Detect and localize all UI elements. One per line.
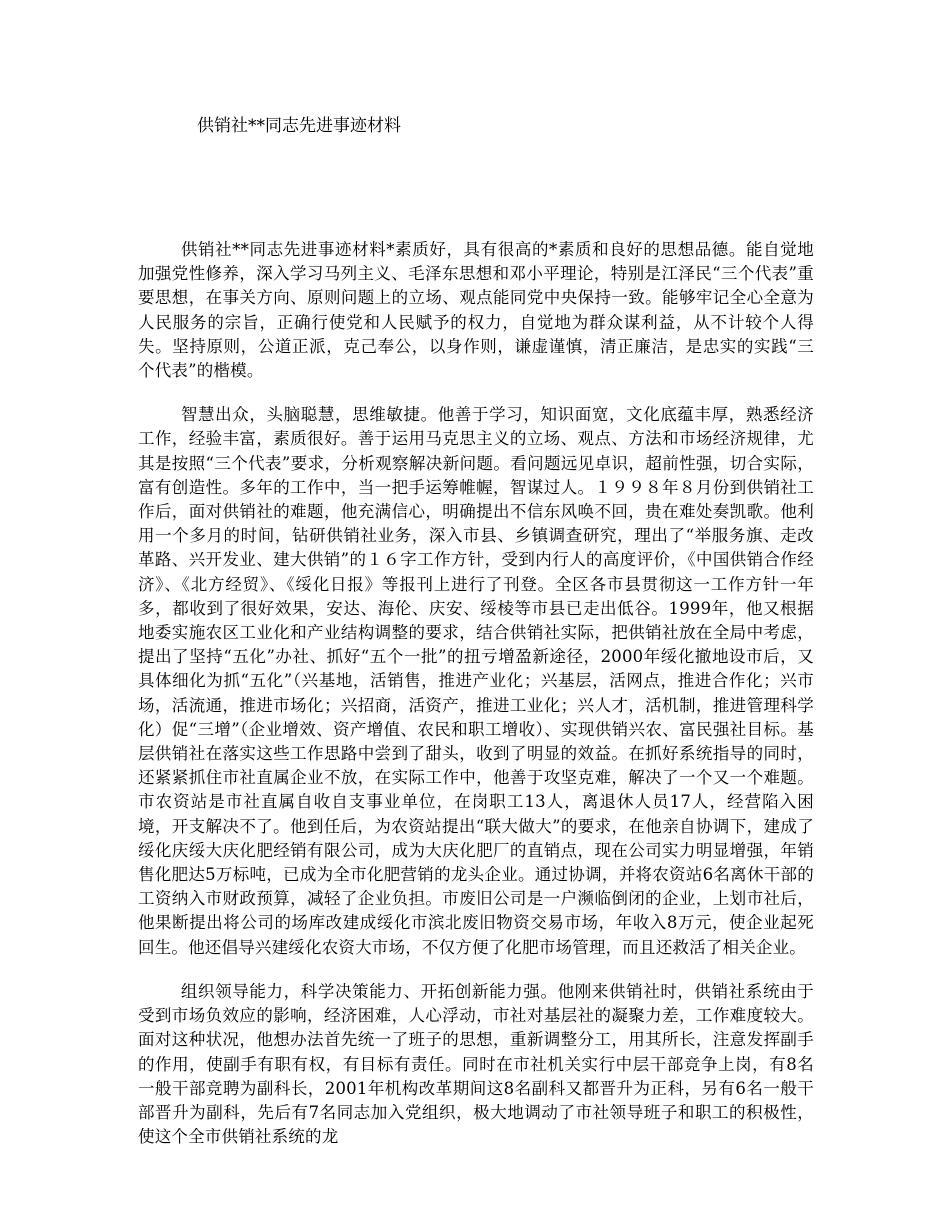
paragraph-1: 供销社**同志先进事迹材料*素质好，具有很高的*素质和良好的思想品德。能自觉地加强党性修养，深入学习马列主义、毛泽东思想和邓小平理论，特别是江泽民“三个代表”重要思想，在事关方向、原则问题上的立场、观点能同党中央保持一致。能够牢记全心全意为人民服务的宗旨，正确行使党和人民赋予的权力，自觉地为群众谋利益，从不计较个人得失。坚持原则，公道正派，克己奉公，以身作则，谦虚谨慎，清正廉洁，是忠实的实践“三个代表”的楷模。: [138, 240, 814, 381]
paragraph-2: 智慧出众，头脑聪慧，思维敏捷。他善于学习，知识面宽，文化底蕴丰厚，熟悉经济工作，经验丰富，素质很好。善于运用马克思主义的立场、观点、方法和市场经济规律，尤其是按照“三个代表”要求，分析观察解决新问题。看问题远见卓识，超前性强，切合实际，富有创造性。多年的工作中，当一把手运筹帷幄，智谋过人。１９９８年８月份到供销社工作后，面对供销社的难题，他充满信心，明确提出不信东风唤不回，贵在难处奏凯歌。他利用一个多月的时间，钻研供销社业务，深入市县、乡镇调查研究，理出了“举服务旗、走改革路、兴开发业、建大供销”的１６字工作方针，受到内行人的高度评价，《中国供销合作经济》、《北方经贸》、《绥化日报》等报刊上进行了刊登。全区各市县贯彻这一工作方针一年多，都收到了很好效果，安达、海伦、庆安、绥棱等市县已走出低谷。1999年，他又根据地委实施农区工业化和产业结构调整的要求，结合供销社实际，把供销社放在全局中考虑，提出了坚持“五化”办社、抓好“五个一批”的扭亏增盈新途径，2000年绥化撤地设市后，又具体细化为抓“五化”（兴基地，活销售，推进产业化；兴基层，活网点，推进合作化；兴市场，活流通，推进市场化；兴招商，活资产，推进工业化；兴人才，活机制，推进管理科学化）促“三增”（企业增效、资产增值、农民和职工增收）、实现供销兴农、富民强社目标。基层供销社在落实这些工作思路中尝到了甜头，收到了明显的效益。在抓好系统指导的同时，还紧紧抓住市社直属企业不放，在实际工作中，他善于攻坚克难，解决了一个又一个难题。市农资站是市社直属自收自支事业单位，在岗职工13人，离退休人员17人，经营陷入困境，开支解决不了。他到任后，为农资站提出“联大做大”的要求，在他亲自协调下，建成了绥化庆绥大庆化肥经销有限公司，成为大庆化肥厂的直销点，现在公司实力明显增强，年销售化肥达5万标吨，已成为全市化肥营销的龙头企业。通过协调，并将农资站6名离休干部的工资纳入市财政预算，减轻了企业负担。市废旧公司是一户濒临倒闭的企业，上划市社后，他果断提出将公司的场库改建成绥化市滨北废旧物资交易市场，年收入8万元，使企业起死回生。他还倡导兴建绥化农资大市场，不仅方便了化肥市场管理，而且还救活了相关企业。: [138, 405, 814, 957]
document-body: [138, 238, 814, 1169]
document-title: 供销社**同志先进事迹材料: [197, 116, 401, 136]
paragraph-3: 组织领导能力，科学决策能力、开拓创新能力强。他刚来供销社时，供销社系统由于受到市场负效应的影响，经济困难，人心浮动，市社对基层社的凝聚力差，工作难度较大。面对这种状况，他想办法首先统一了班子的思想，重新调整分工，用其所长，注意发挥副手的作用，使副手有职有权，有目标有责任。同时在市社机关实行中层干部竞争上岗，有8名一般干部竞聘为副科长，2001年机构改革期间这8名副科又都晋升为正科，另有6名一般干部晋升为副科，先后有7名同志加入党组织，极大地调动了市社领导班子和职工的积极性，使这个全市供销社系统的龙: [138, 981, 814, 1147]
